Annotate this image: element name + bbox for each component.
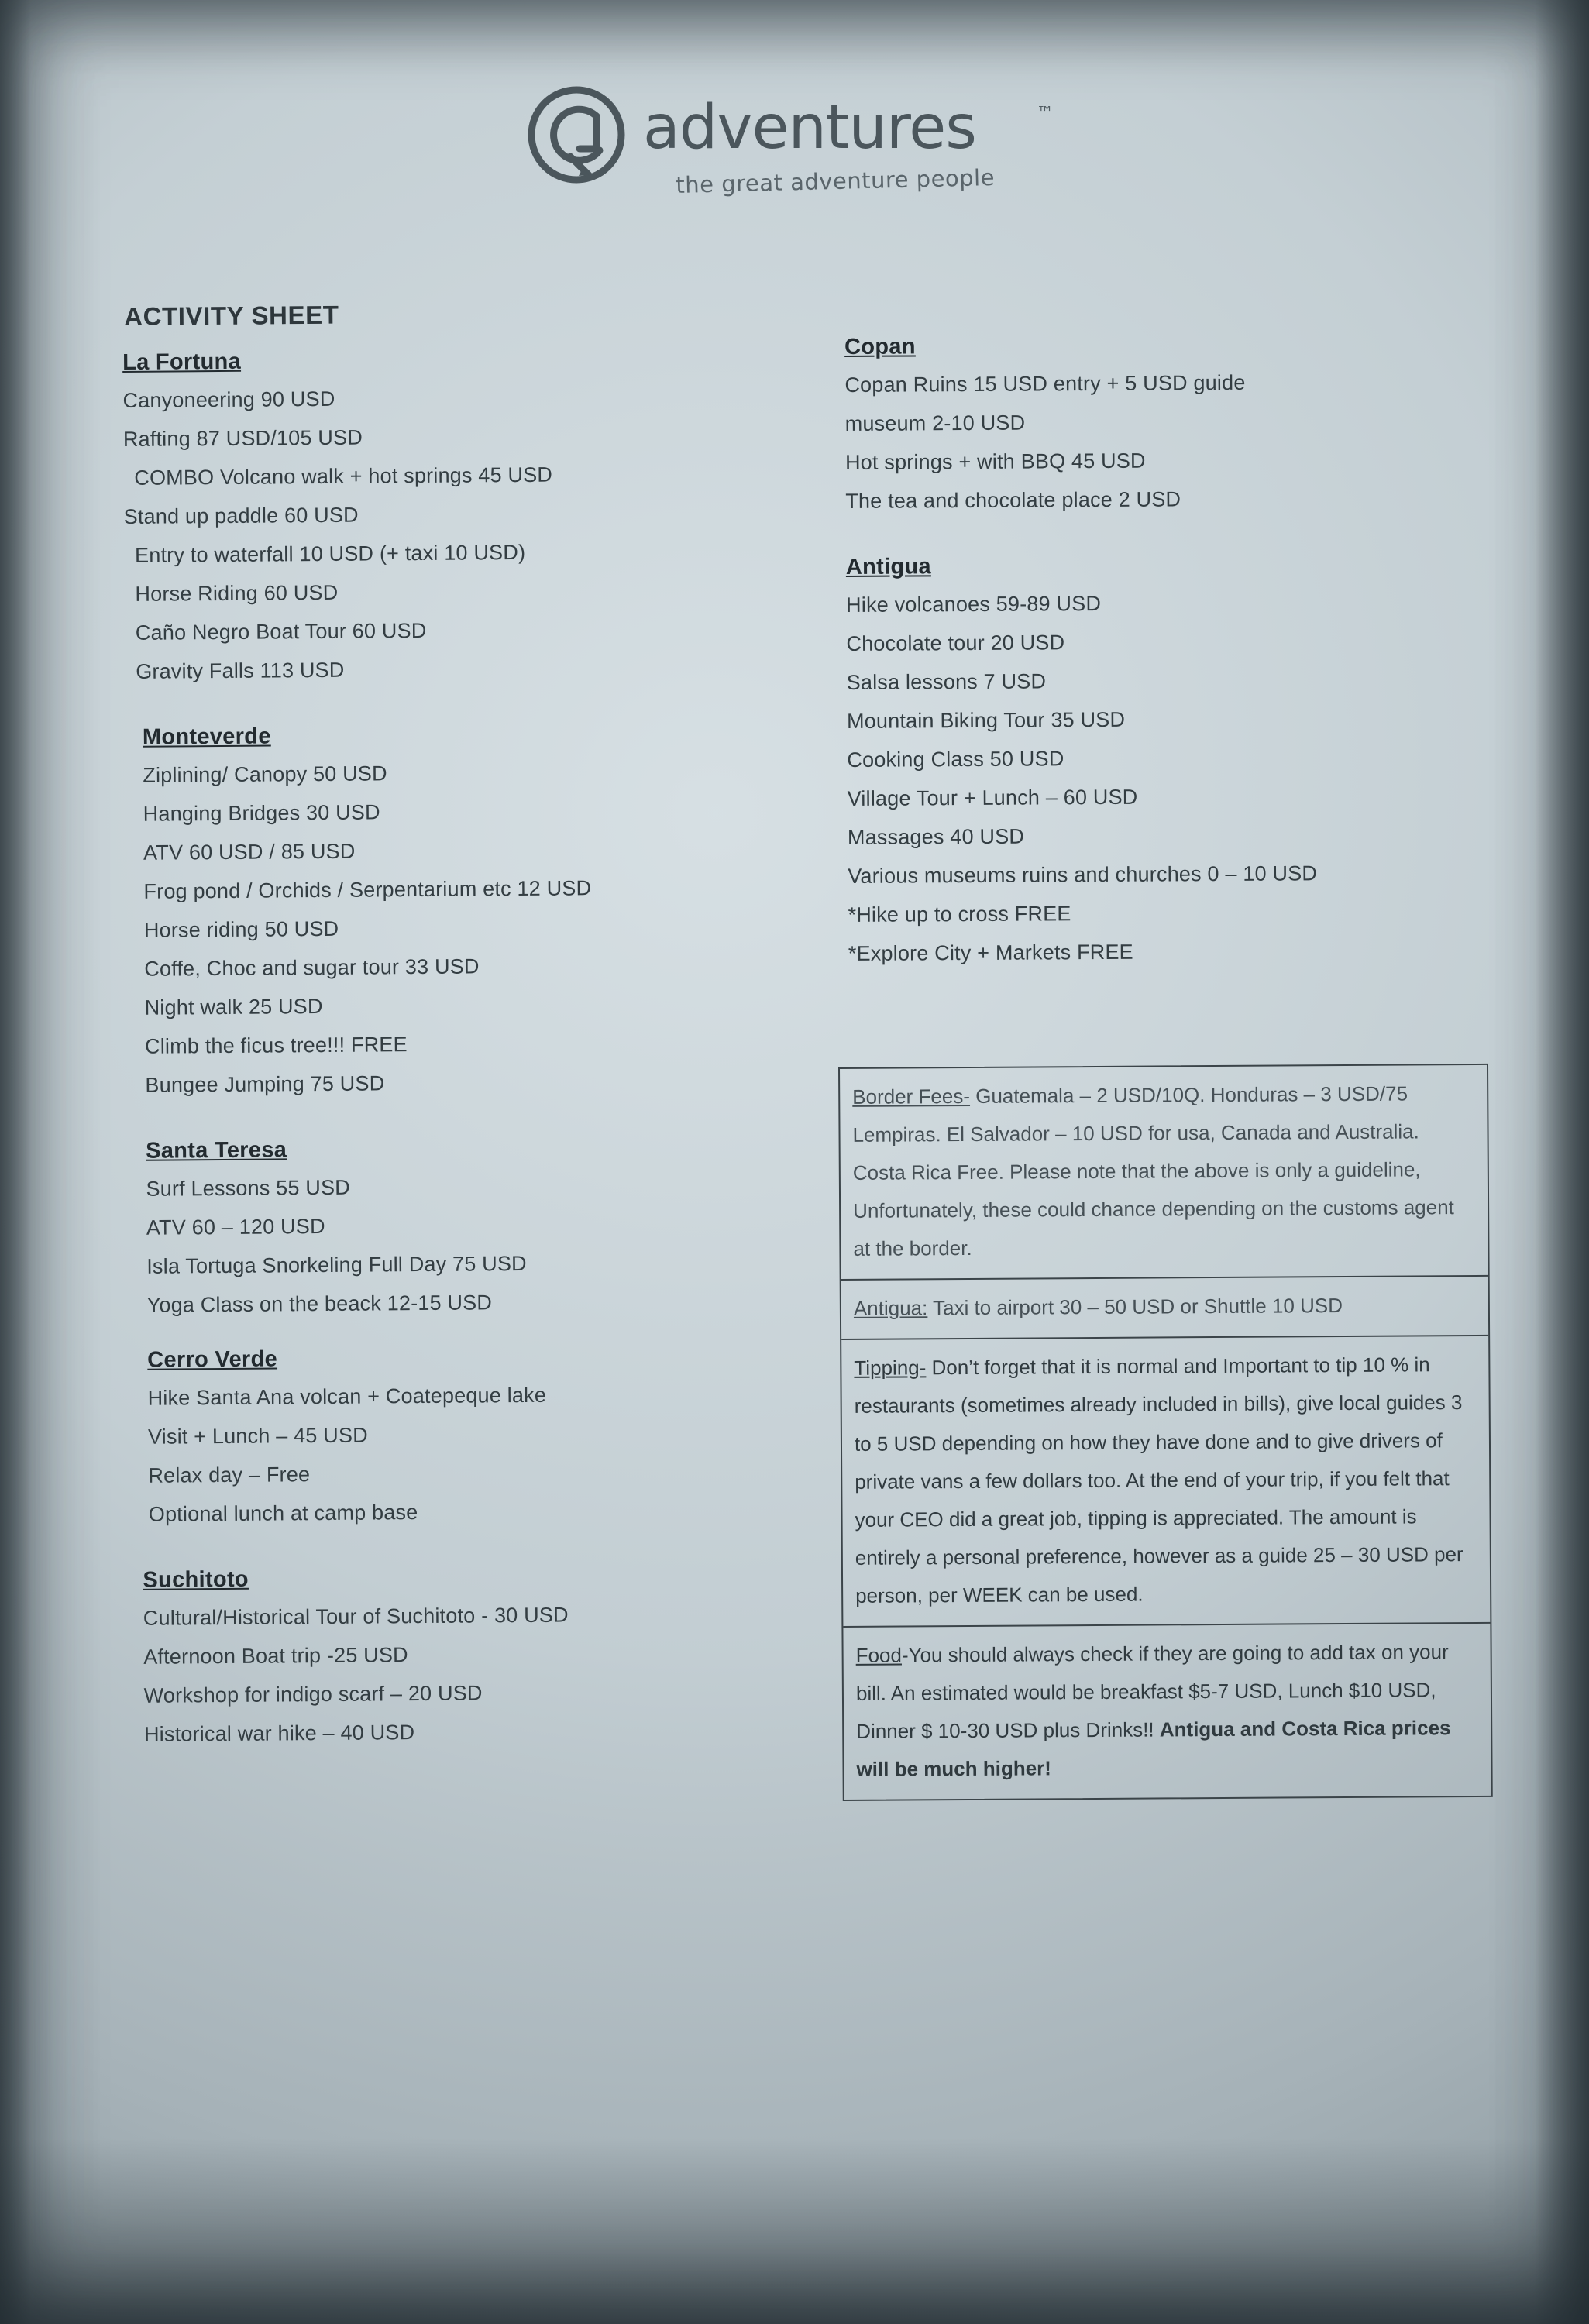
- activity-line: Hanging Bridges 30 USD: [143, 800, 380, 826]
- activity-line: Afternoon Boat trip -25 USD: [143, 1643, 408, 1669]
- section-heading: Antigua: [845, 554, 931, 579]
- note-body: Don’t forget that it is normal and Important to tip 10 % in restaurants (sometimes already included in bills), give local guides 3 to 5 USD depending on how they have done and to give drivers of private vans a few dollars too. At the end of your trip, if you felt that your CEO did a great job, tipping is appreciated. The amount is entirely a personal preference, however as a guide 25 – 30 USD per person, per WEEK can be used.: [854, 1353, 1463, 1607]
- activity-line: COMBO Volcano walk + hot springs 45 USD: [134, 462, 553, 490]
- note-label: Border Fees-: [852, 1084, 971, 1109]
- photo-vignette-bottom: [0, 2138, 1589, 2324]
- activity-line: The tea and chocolate place 2 USD: [845, 487, 1181, 513]
- activity-line: Chocolate tour 20 USD: [846, 631, 1065, 655]
- activity-line: Coffe, Choc and sugar tour 33 USD: [144, 954, 480, 981]
- section-santa-teresa: [129, 1133, 773, 1325]
- brand-wordmark: adventures: [643, 93, 976, 163]
- activity-line: Bungee Jumping 75 USD: [145, 1071, 385, 1097]
- activity-line: Visit + Lunch – 45 USD: [147, 1423, 368, 1449]
- activity-line: Copan Ruins 15 USD entry + 5 USD guide: [844, 370, 1246, 397]
- section-antigua: [846, 551, 1515, 973]
- section-suchitoto: [132, 1563, 776, 1754]
- activity-line: Cultural/Historical Tour of Suchitoto - 30 USD: [143, 1603, 569, 1630]
- activity-line: Relax day – Free: [148, 1463, 311, 1487]
- activity-line: Optional lunch at camp base: [148, 1501, 418, 1526]
- section-heading: Copan: [844, 334, 916, 359]
- note-label: Food: [855, 1643, 902, 1667]
- activity-line: Ziplining/ Canopy 50 USD: [143, 761, 387, 787]
- brand-tagline: the great adventure people: [676, 163, 996, 198]
- activity-line: *Hike up to cross FREE: [848, 902, 1071, 927]
- note-border-fees: [840, 1065, 1488, 1281]
- right-column: [844, 331, 1515, 973]
- activity-line: Horse riding 50 USD: [143, 916, 339, 942]
- notes-box: [838, 1064, 1493, 1801]
- activity-line: Climb the ficus tree!!! FREE: [144, 1033, 408, 1058]
- trademark-symbol: ™: [1037, 104, 1054, 123]
- activity-line: *Explore City + Markets FREE: [848, 940, 1133, 965]
- section-copan: [844, 331, 1512, 521]
- activity-line: Surf Lessons 55 USD: [146, 1175, 351, 1201]
- activity-line: Isla Tortuga Snorkeling Full Day 75 USD: [146, 1251, 527, 1278]
- note-label: Antigua:: [853, 1296, 928, 1320]
- note-body: Guatemala – 2 USD/10Q. Honduras – 3 USD/75 Lempiras. El Salvador – 10 USD for usa, Canada and Australia. Costa Rica Free. Please note that the above is only a guideline, Unfortunately, these could chance depending on the customs agent at the border.: [852, 1081, 1454, 1260]
- spacer: [129, 1099, 772, 1139]
- activity-line: Workshop for indigo scarf – 20 USD: [143, 1681, 483, 1707]
- spacer: [125, 686, 768, 725]
- section-heading: Cerro Verde: [147, 1346, 278, 1373]
- photo-vignette-left: [0, 0, 31, 2324]
- section-heading: Suchitoto: [143, 1566, 249, 1593]
- note-antigua-transfer: [841, 1277, 1488, 1340]
- activity-line: Historical war hike – 40 USD: [143, 1721, 415, 1746]
- section-heading: La Fortuna: [122, 349, 242, 375]
- activity-line: Cooking Class 50 USD: [847, 747, 1064, 772]
- activity-line: Massages 40 USD: [847, 824, 1025, 849]
- note-tipping: [841, 1336, 1490, 1628]
- activity-line: Village Tour + Lunch – 60 USD: [847, 785, 1138, 810]
- note-body: -You should always check if they are going to add tax on your bill. An estimated would be breakfast $5-7 USD, Lunch $10 USD, Dinner $ 10-30 USD plus Drinks!!: [855, 1640, 1449, 1743]
- section-heading: Santa Teresa: [145, 1137, 287, 1164]
- page-title: ACTIVITY SHEET: [124, 300, 339, 331]
- activity-line: ATV 60 USD / 85 USD: [143, 839, 356, 865]
- activity-line: museum 2-10 USD: [844, 411, 1026, 435]
- section-cerro-verde: [130, 1342, 775, 1534]
- activity-line: Stand up paddle 60 USD: [123, 503, 359, 528]
- activity-line: Caño Negro Boat Tour 60 USD: [135, 618, 427, 645]
- activity-line: Mountain Biking Tour 35 USD: [846, 707, 1126, 733]
- activity-line: Yoga Class on the beack 12-15 USD: [146, 1291, 493, 1317]
- activity-line: Horse Riding 60 USD: [135, 580, 339, 606]
- activity-line: Hot springs + with BBQ 45 USD: [844, 449, 1146, 474]
- note-food: [843, 1624, 1491, 1800]
- activity-line: Canyoneering 90 USD: [122, 387, 335, 412]
- section-heading: Monteverde: [142, 724, 271, 750]
- spacer: [845, 517, 1512, 555]
- activity-line: Salsa lessons 7 USD: [846, 669, 1047, 694]
- activity-line: Frog pond / Orchids / Serpentarium etc 12 USD: [143, 876, 592, 903]
- left-column: [122, 345, 776, 1753]
- note-label: Tipping-: [854, 1356, 927, 1380]
- activity-line: Gravity Falls 113 USD: [136, 658, 345, 683]
- section-monteverde: [126, 720, 772, 1105]
- note-emphasis: Antigua and Costa Rica prices will be much higher!: [856, 1716, 1451, 1781]
- spacer: [132, 1528, 775, 1568]
- note-body: Taxi to airport 30 – 50 USD or Shuttle 10 USD: [927, 1294, 1343, 1320]
- photo-vignette-right: [1535, 0, 1589, 2324]
- g-adventures-logo-icon: [522, 82, 631, 191]
- activity-line: Hike Santa Ana volcan + Coatepeque lake: [147, 1383, 547, 1410]
- activity-line: Entry to waterfall 10 USD (+ taxi 10 USD): [134, 540, 526, 567]
- activity-line: Rafting 87 USD/105 USD: [122, 425, 363, 451]
- activity-line: Night walk 25 USD: [144, 994, 323, 1019]
- activity-line: Various museums ruins and churches 0 – 10 USD: [848, 861, 1318, 888]
- section-la-fortuna: [122, 345, 768, 691]
- activity-line: Hike volcanoes 59-89 USD: [846, 591, 1102, 617]
- activity-line: ATV 60 – 120 USD: [146, 1214, 325, 1239]
